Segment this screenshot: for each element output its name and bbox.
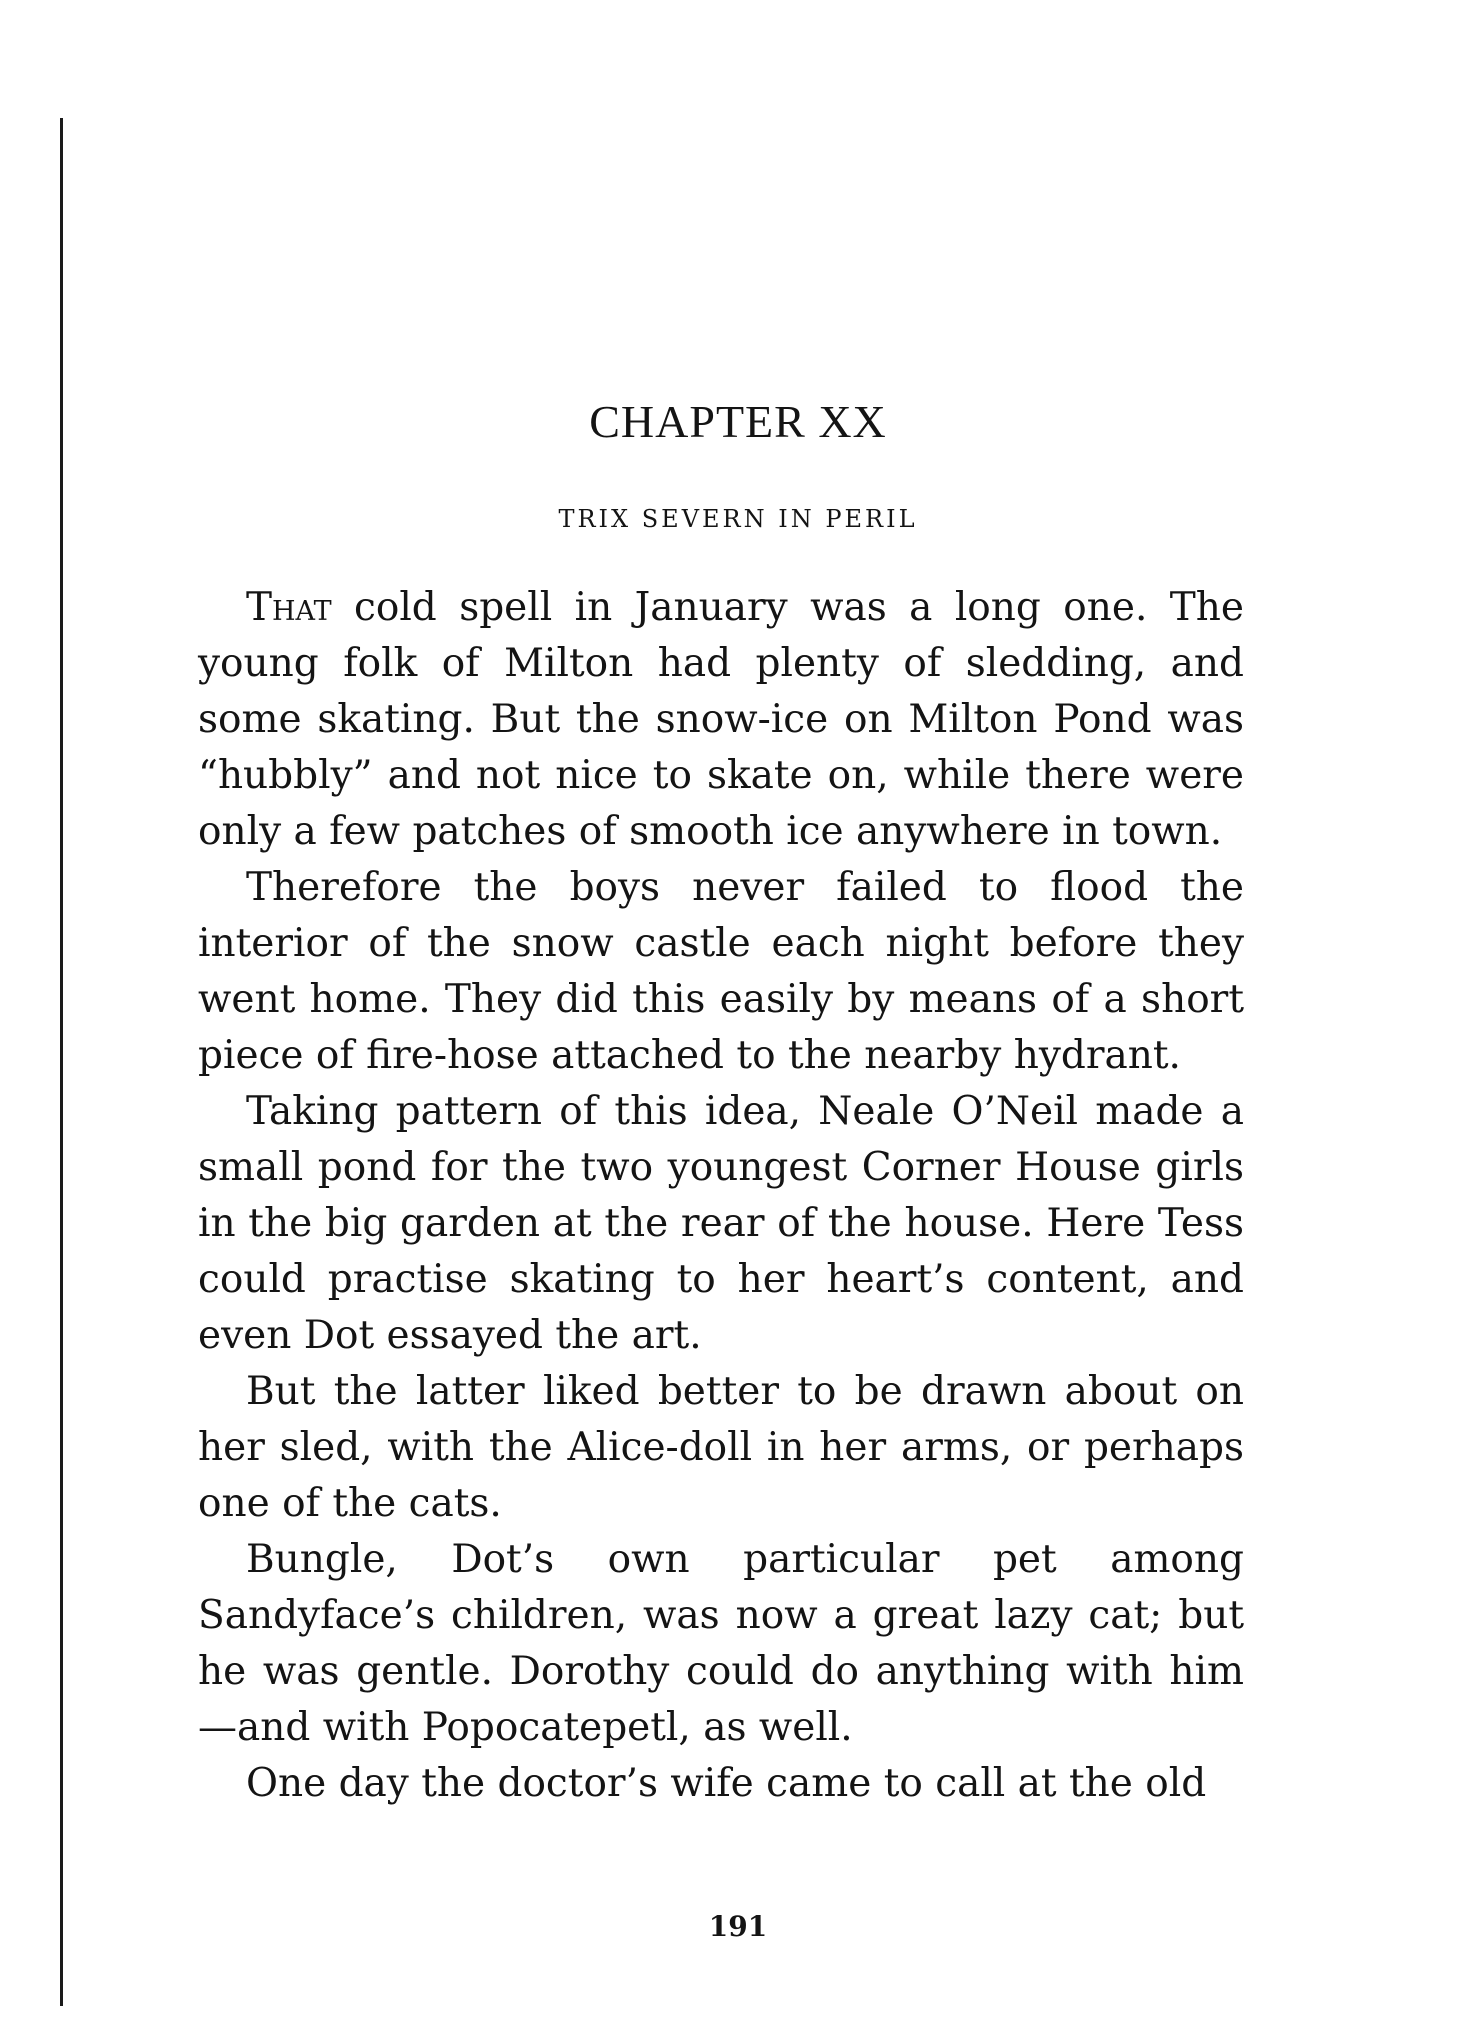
paragraph-1	[198, 580, 1244, 860]
page-number: 191	[708, 1910, 768, 1943]
opening-word: That	[246, 585, 332, 630]
chapter-subtitle: TRIX SEVERN IN PERIL	[558, 505, 918, 533]
paragraph-1-text: cold spell in January was a long one. The young folk of Milton had plenty of sledding, and some skating. But the snow-ice on Milton Pond was “hubbly” and not nice to skate on, while there were only a few patches of smooth ice anywhere in town.	[198, 585, 1244, 854]
paragraph-5: Bungle, Dot’s own particular pet among Sandyface’s children, was now a great lazy cat; but he was gentle. Dorothy could do anything with him —and with Popocatepetl, as well.	[198, 1537, 1244, 1750]
paragraph-3: Taking pattern of this idea, Neale O’Neil made a small pond for the two youngest Corner House girls in the big garden at the rear of the house. Here Tess could practise skating to her heart’s content, and even Dot essayed the art.	[198, 1089, 1244, 1358]
paragraph-4: But the latter liked better to be drawn about on her sled, with the Alice-doll in her arms, or perhaps one of the cats.	[198, 1369, 1244, 1526]
paragraph-2: Therefore the boys never failed to flood the interior of the snow castle each night before they went home. They did this easily by means of a short piece of fire-hose attached to the nearby hydrant.	[198, 865, 1244, 1078]
chapter-text	[198, 580, 1244, 1812]
paragraph-6: One day the doctor’s wife came to call at the old	[246, 1761, 1207, 1806]
chapter-title: CHAPTER XX	[589, 396, 887, 447]
